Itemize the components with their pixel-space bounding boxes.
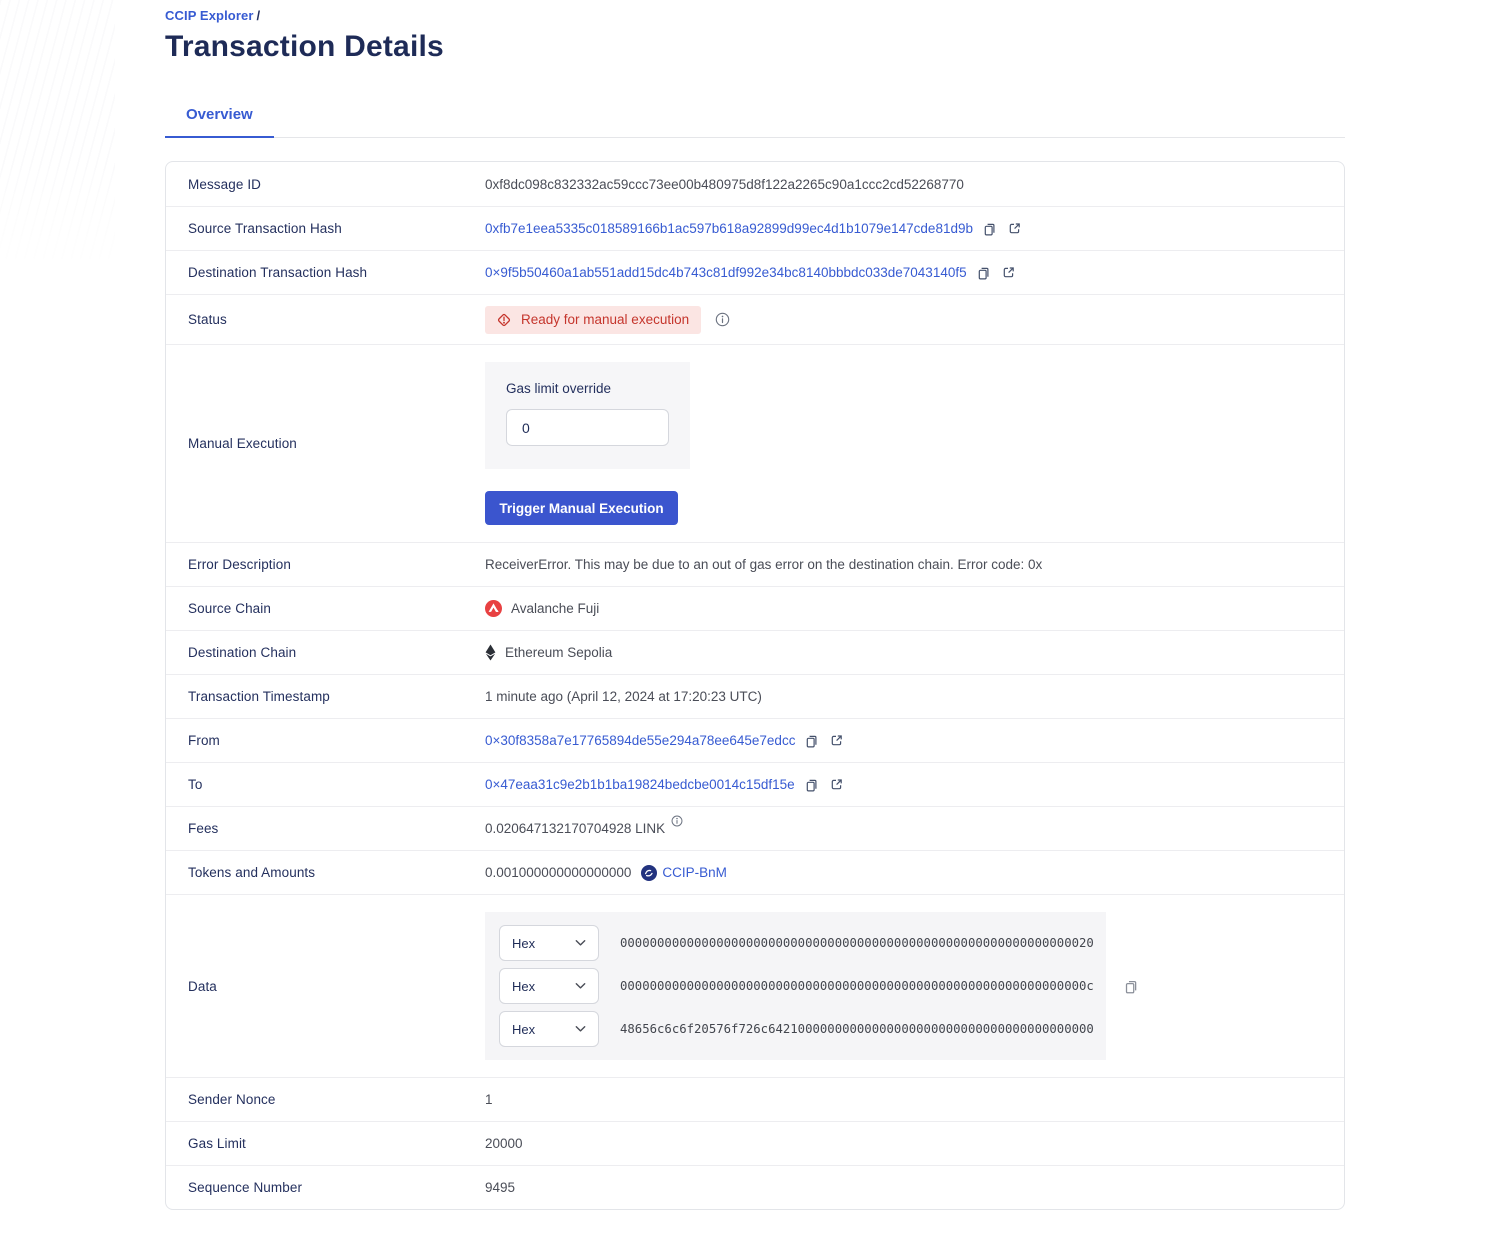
copy-icon[interactable] <box>804 777 820 793</box>
row-timestamp <box>166 674 1344 718</box>
page-title: Transaction Details <box>165 30 444 63</box>
manual-execution-label: Manual Execution <box>188 436 297 451</box>
error-description-label: Error Description <box>188 557 291 572</box>
data-line <box>499 925 1092 961</box>
breadcrumb <box>165 8 1345 23</box>
fees-label: Fees <box>188 821 219 836</box>
row-to <box>166 762 1344 806</box>
chevron-down-icon <box>575 939 586 947</box>
data-format-select[interactable] <box>499 968 599 1004</box>
dest-tx-hash-label: Destination Transaction Hash <box>188 265 368 280</box>
data-panel <box>485 912 1106 1060</box>
external-link-icon[interactable] <box>1007 221 1022 236</box>
copy-icon[interactable] <box>1123 978 1140 995</box>
token-link[interactable] <box>641 865 727 881</box>
info-icon[interactable] <box>715 312 730 327</box>
breadcrumb-separator: / <box>256 8 261 23</box>
row-source-tx-hash <box>166 206 1344 250</box>
row-data <box>166 894 1344 1077</box>
info-icon[interactable] <box>671 815 683 830</box>
avalanche-icon <box>485 600 502 617</box>
status-badge-text: Ready for manual execution <box>521 312 690 327</box>
source-chain-value: Avalanche Fuji <box>511 601 600 616</box>
row-dest-tx-hash <box>166 250 1344 294</box>
breadcrumb-ccip-explorer-link[interactable]: CCIP Explorer <box>165 8 254 23</box>
row-error-description <box>166 542 1344 586</box>
row-message-id <box>166 162 1344 206</box>
source-tx-hash-label: Source Transaction Hash <box>188 221 342 236</box>
dest-chain-label: Destination Chain <box>188 645 297 660</box>
token-name: CCIP-BnM <box>662 865 727 880</box>
data-hex-value: 000000000000000000000000000000000000000000000000000000000000000c <box>620 979 1094 993</box>
fees-value: 0.020647132170704928 LINK <box>485 821 666 836</box>
data-format-value: Hex <box>512 1021 536 1037</box>
data-line <box>499 968 1092 1004</box>
gas-limit-value: 20000 <box>485 1136 523 1151</box>
tab-overview[interactable]: Overview <box>165 96 274 138</box>
gas-limit-label: Gas Limit <box>188 1136 246 1151</box>
row-dest-chain <box>166 630 1344 674</box>
row-status <box>166 294 1344 344</box>
external-link-icon[interactable] <box>829 733 844 748</box>
from-address-link[interactable]: 0×30f8358a7e17765894de55e294a78ee645e7edcc <box>485 733 796 748</box>
source-chain-label: Source Chain <box>188 601 271 616</box>
row-fees <box>166 806 1344 850</box>
token-amount: 0.001000000000000000 <box>485 865 632 880</box>
row-manual-execution <box>166 344 1344 542</box>
tokens-amounts-label: Tokens and Amounts <box>188 865 316 880</box>
gas-limit-override-label: Gas limit override <box>506 381 612 396</box>
from-label: From <box>188 733 220 748</box>
data-format-select[interactable] <box>499 925 599 961</box>
gas-limit-panel <box>485 362 690 469</box>
sequence-number-label: Sequence Number <box>188 1180 303 1195</box>
to-address-link[interactable]: 0×47eaa31c9e2b1b1ba19824bedcbe0014c15df15e <box>485 777 795 792</box>
sender-nonce-value: 1 <box>485 1092 493 1107</box>
data-hex-value: 48656c6c6f20576f726c64210000000000000000000000000000000000000000 <box>620 1022 1094 1036</box>
to-label: To <box>188 777 203 792</box>
transaction-details-card <box>165 161 1345 1210</box>
ethereum-icon <box>485 644 496 661</box>
data-format-select[interactable] <box>499 1011 599 1047</box>
copy-icon[interactable] <box>804 733 820 749</box>
data-format-value: Hex <box>512 935 536 951</box>
row-from <box>166 718 1344 762</box>
data-line <box>499 1011 1092 1047</box>
trigger-manual-execution-button[interactable]: Trigger Manual Execution <box>485 491 678 525</box>
chevron-down-icon <box>575 1025 586 1033</box>
row-tokens-amounts <box>166 850 1344 894</box>
sequence-number-value: 9495 <box>485 1180 516 1195</box>
data-label: Data <box>188 978 217 994</box>
external-link-icon[interactable] <box>1001 265 1016 280</box>
warning-diamond-icon <box>496 312 512 328</box>
dest-chain-value: Ethereum Sepolia <box>505 645 613 660</box>
status-label: Status <box>188 312 227 327</box>
status-badge <box>485 306 701 334</box>
external-link-icon[interactable] <box>829 777 844 792</box>
copy-icon[interactable] <box>976 265 992 281</box>
source-tx-hash-link[interactable]: 0xfb7e1eea5335c018589166b1ac597b618a92899d99ec4d1b1079e147cde81d9b <box>485 221 973 236</box>
row-sender-nonce <box>166 1077 1344 1121</box>
message-id-value: 0xf8dc098c832332ac59ccc73ee00b480975d8f122a2265c90a1ccc2cd52268770 <box>485 176 964 192</box>
data-hex-value: 0000000000000000000000000000000000000000000000000000000000000020 <box>620 936 1094 950</box>
error-description-value: ReceiverError. This may be due to an out of gas error on the destination chain. Error code: 0x <box>485 557 1043 572</box>
copy-icon[interactable] <box>982 221 998 237</box>
dest-tx-hash-link[interactable]: 0×9f5b50460a1ab551add15dc4b743c81df992e34bc8140bbbdc033de7043140f5 <box>485 265 967 280</box>
chevron-down-icon <box>575 982 586 990</box>
message-id-label: Message ID <box>188 176 262 192</box>
tab-bar <box>165 96 1345 138</box>
gas-limit-override-input[interactable] <box>506 409 669 446</box>
data-format-value: Hex <box>512 978 536 994</box>
row-sequence-number <box>166 1165 1344 1209</box>
ccip-bnm-token-icon <box>641 865 657 881</box>
timestamp-value: 1 minute ago (April 12, 2024 at 17:20:23 UTC) <box>485 689 762 704</box>
row-gas-limit <box>166 1121 1344 1165</box>
timestamp-label: Transaction Timestamp <box>188 689 330 704</box>
sender-nonce-label: Sender Nonce <box>188 1092 276 1107</box>
row-source-chain <box>166 586 1344 630</box>
